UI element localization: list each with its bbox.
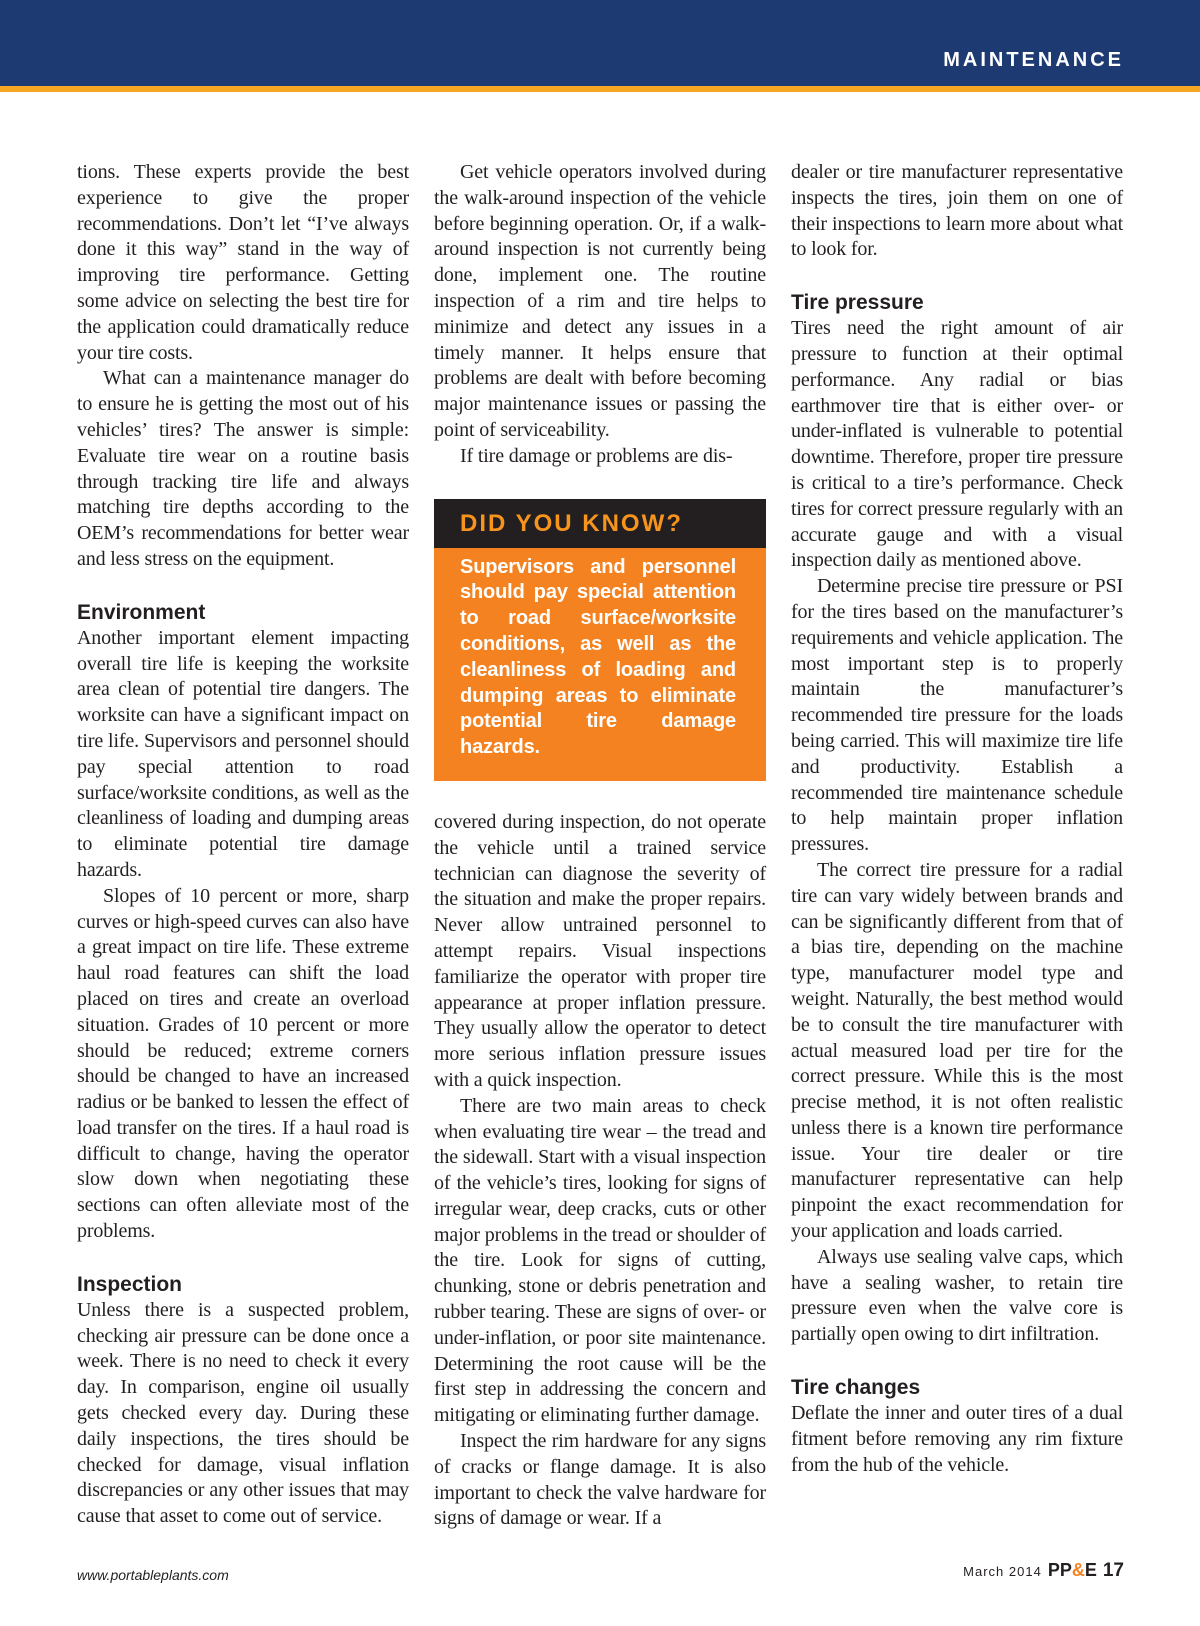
section-heading-environment: Environment xyxy=(77,600,206,624)
logo-e: E xyxy=(1084,1560,1097,1580)
article-column-3 xyxy=(791,160,1123,1478)
section-heading-tire-changes: Tire changes xyxy=(791,1376,921,1400)
paragraph: Slopes of 10 percent or more, sharp curves or high-speed curves can also have a great impact on tire life. These extreme haul road features can shift the load placed on tires and create an overload situation. Grades of 10 percent or more should be reduced; extreme corners should be changed to have an increased radius or be banked to lessen the effect of load transfer on the tires. If a haul road is difficult to change, having the operator slow down when negotiating these sections can often alleviate most of the problems. xyxy=(77,884,409,1243)
paragraph: Deflate the inner and outer tires of a dual fitment before removing any rim fixture from the hub of the vehicle. xyxy=(791,1402,1123,1476)
callout-body: Supervisors and personnel should pay special attention to road surface/worksite conditions, as well as the cleanliness of loading and dumping areas to eliminate potential tire damage hazards. xyxy=(434,548,766,781)
footer-website-url: www.portableplants.com xyxy=(77,1567,229,1583)
footer-issue-date: March 2014 xyxy=(963,1564,1042,1579)
paragraph: dealer or tire manufacturer representative inspects the tires, join them on one of their inspections to learn more about what to look for. xyxy=(791,161,1123,261)
paragraph: Unless there is a suspected problem, checking air pressure can be done once a week. There is no need to check it every day. In comparison, engine oil usually gets checked every day. During these daily inspections, the tires should be checked for damage, visual inflation discrepancies or any other issues that may cause that asset to come out of service. xyxy=(77,1298,409,1528)
paragraph: Tires need the right amount of air pressure to function at their optimal performance. Any radial or bias earthmover tire that is either over- or under-inflated is vulnerable to potential downtime. Therefore, proper tire pressure is critical to a tire’s performance. Check tires for correct pressure regularly with an accurate gauge and with a visual inspection daily as mentioned above. xyxy=(791,317,1123,572)
header-rule xyxy=(0,86,1200,92)
paragraph: Another important element impacting overall tire life is keeping the worksite area clean of potential tire dangers. The worksite can have a significant impact on tire life. Supervisors and personnel should pay special attention to road surface/worksite conditions, as well as the cleanliness of loading and dumping areas to eliminate potential tire damage hazards. xyxy=(77,626,409,881)
paragraph: The correct tire pressure for a radial tire can vary widely between brands and can be significantly different from that of a bias tire, depending on the machine type, manufacturer model type and weight. Naturally, the best method would be to consult the tire manufacturer with actual measured load per tire for the correct pressure. While this is the most precise method, it is not often realistic unless there is a known tire performance issue. Your tire dealer or tire manufacturer representative can help pinpoint the exact recommendation for your application and loads carried. xyxy=(791,858,1123,1243)
logo-pp: PP xyxy=(1047,1560,1072,1580)
paragraph: There are two main areas to check when evaluating tire wear – the tread and the sidewall. Start with a visual inspection of the vehicle’s tires, looking for signs of irregular wear, deep cracks, cuts or other major problems in the tread or shoulder of the tire. Look for signs of cutting, chunking, stone or debris penetration and rubber tearing. These are signs of over- or under-inflation, or poor site maintenance. Determining the root cause will be the first step in addressing the concern and mitigating or eliminating further damage. xyxy=(434,1094,766,1427)
logo-ampersand: & xyxy=(1071,1560,1085,1580)
did-you-know-callout xyxy=(434,499,766,781)
page-number: 17 xyxy=(1102,1560,1124,1581)
paragraph: Inspect the rim hardware for any signs of cracks or flange damage. It is also important to check the valve hardware for signs of damage or wear. If a xyxy=(434,1430,766,1530)
callout-title: DID YOU KNOW? xyxy=(434,499,766,548)
paragraph: What can a maintenance manager do to ensure he is getting the most out of his vehicles’ tires? The answer is simple: Evaluate tire wear on a routine basis through tracking tire life and always matching tire depths according to the OEM’s recommendations for better wear and less stress on the equipment. xyxy=(77,367,409,570)
section-heading-inspection: Inspection xyxy=(77,1272,183,1296)
magazine-logo xyxy=(1048,1560,1097,1580)
paragraph: If tire damage or problems are dis- xyxy=(460,444,733,467)
footer-folio xyxy=(963,1560,1124,1582)
paragraph: Determine precise tire pressure or PSI for the tires based on the manufacturer’s requirements and vehicle application. The most important step is to properly maintain the manufacturer’s recommended tire pressure for the loads being carried. This will maximize tire life and productivity. Establish a recommended tire maintenance schedule to help maintain proper inflation pressures. xyxy=(791,575,1123,856)
article-column-2 xyxy=(434,160,766,1532)
paragraph: covered during inspection, do not operate the vehicle until a trained service technician can diagnose the severity of the situation and make the proper repairs. Never allow untrained personnel to attempt repairs. Visual inspections familiarize the operator with proper tire appearance at proper inflation pressure. They usually allow the operator to detect more serious inflation pressure issues with a quick inspection. xyxy=(434,810,766,1091)
article-column-1 xyxy=(77,160,409,1530)
section-label: MAINTENANCE xyxy=(943,49,1124,71)
paragraph: Get vehicle operators involved during the walk-around inspection of the vehicle before beginning operation. Or, if a walk-around inspection is not currently being done, implement one. The routine inspection of a rim and tire helps to minimize and detect any issues in a timely manner. It helps ensure that problems are dealt with before becoming major maintenance issues or passing the point of serviceability. xyxy=(434,161,766,441)
section-heading-tire-pressure: Tire pressure xyxy=(791,291,924,315)
paragraph: Always use sealing valve caps, which have a sealing washer, to retain tire pressure even when the valve core is partially open owing to dirt infiltration. xyxy=(791,1245,1123,1346)
paragraph: tions. These experts provide the best experience to give the proper recommendations. Don’t let “I’ve always done it this way” stand in the way of improving tire performance. Getting some advice on selecting the best tire for the application could dramatically reduce your tire costs. xyxy=(77,161,409,364)
